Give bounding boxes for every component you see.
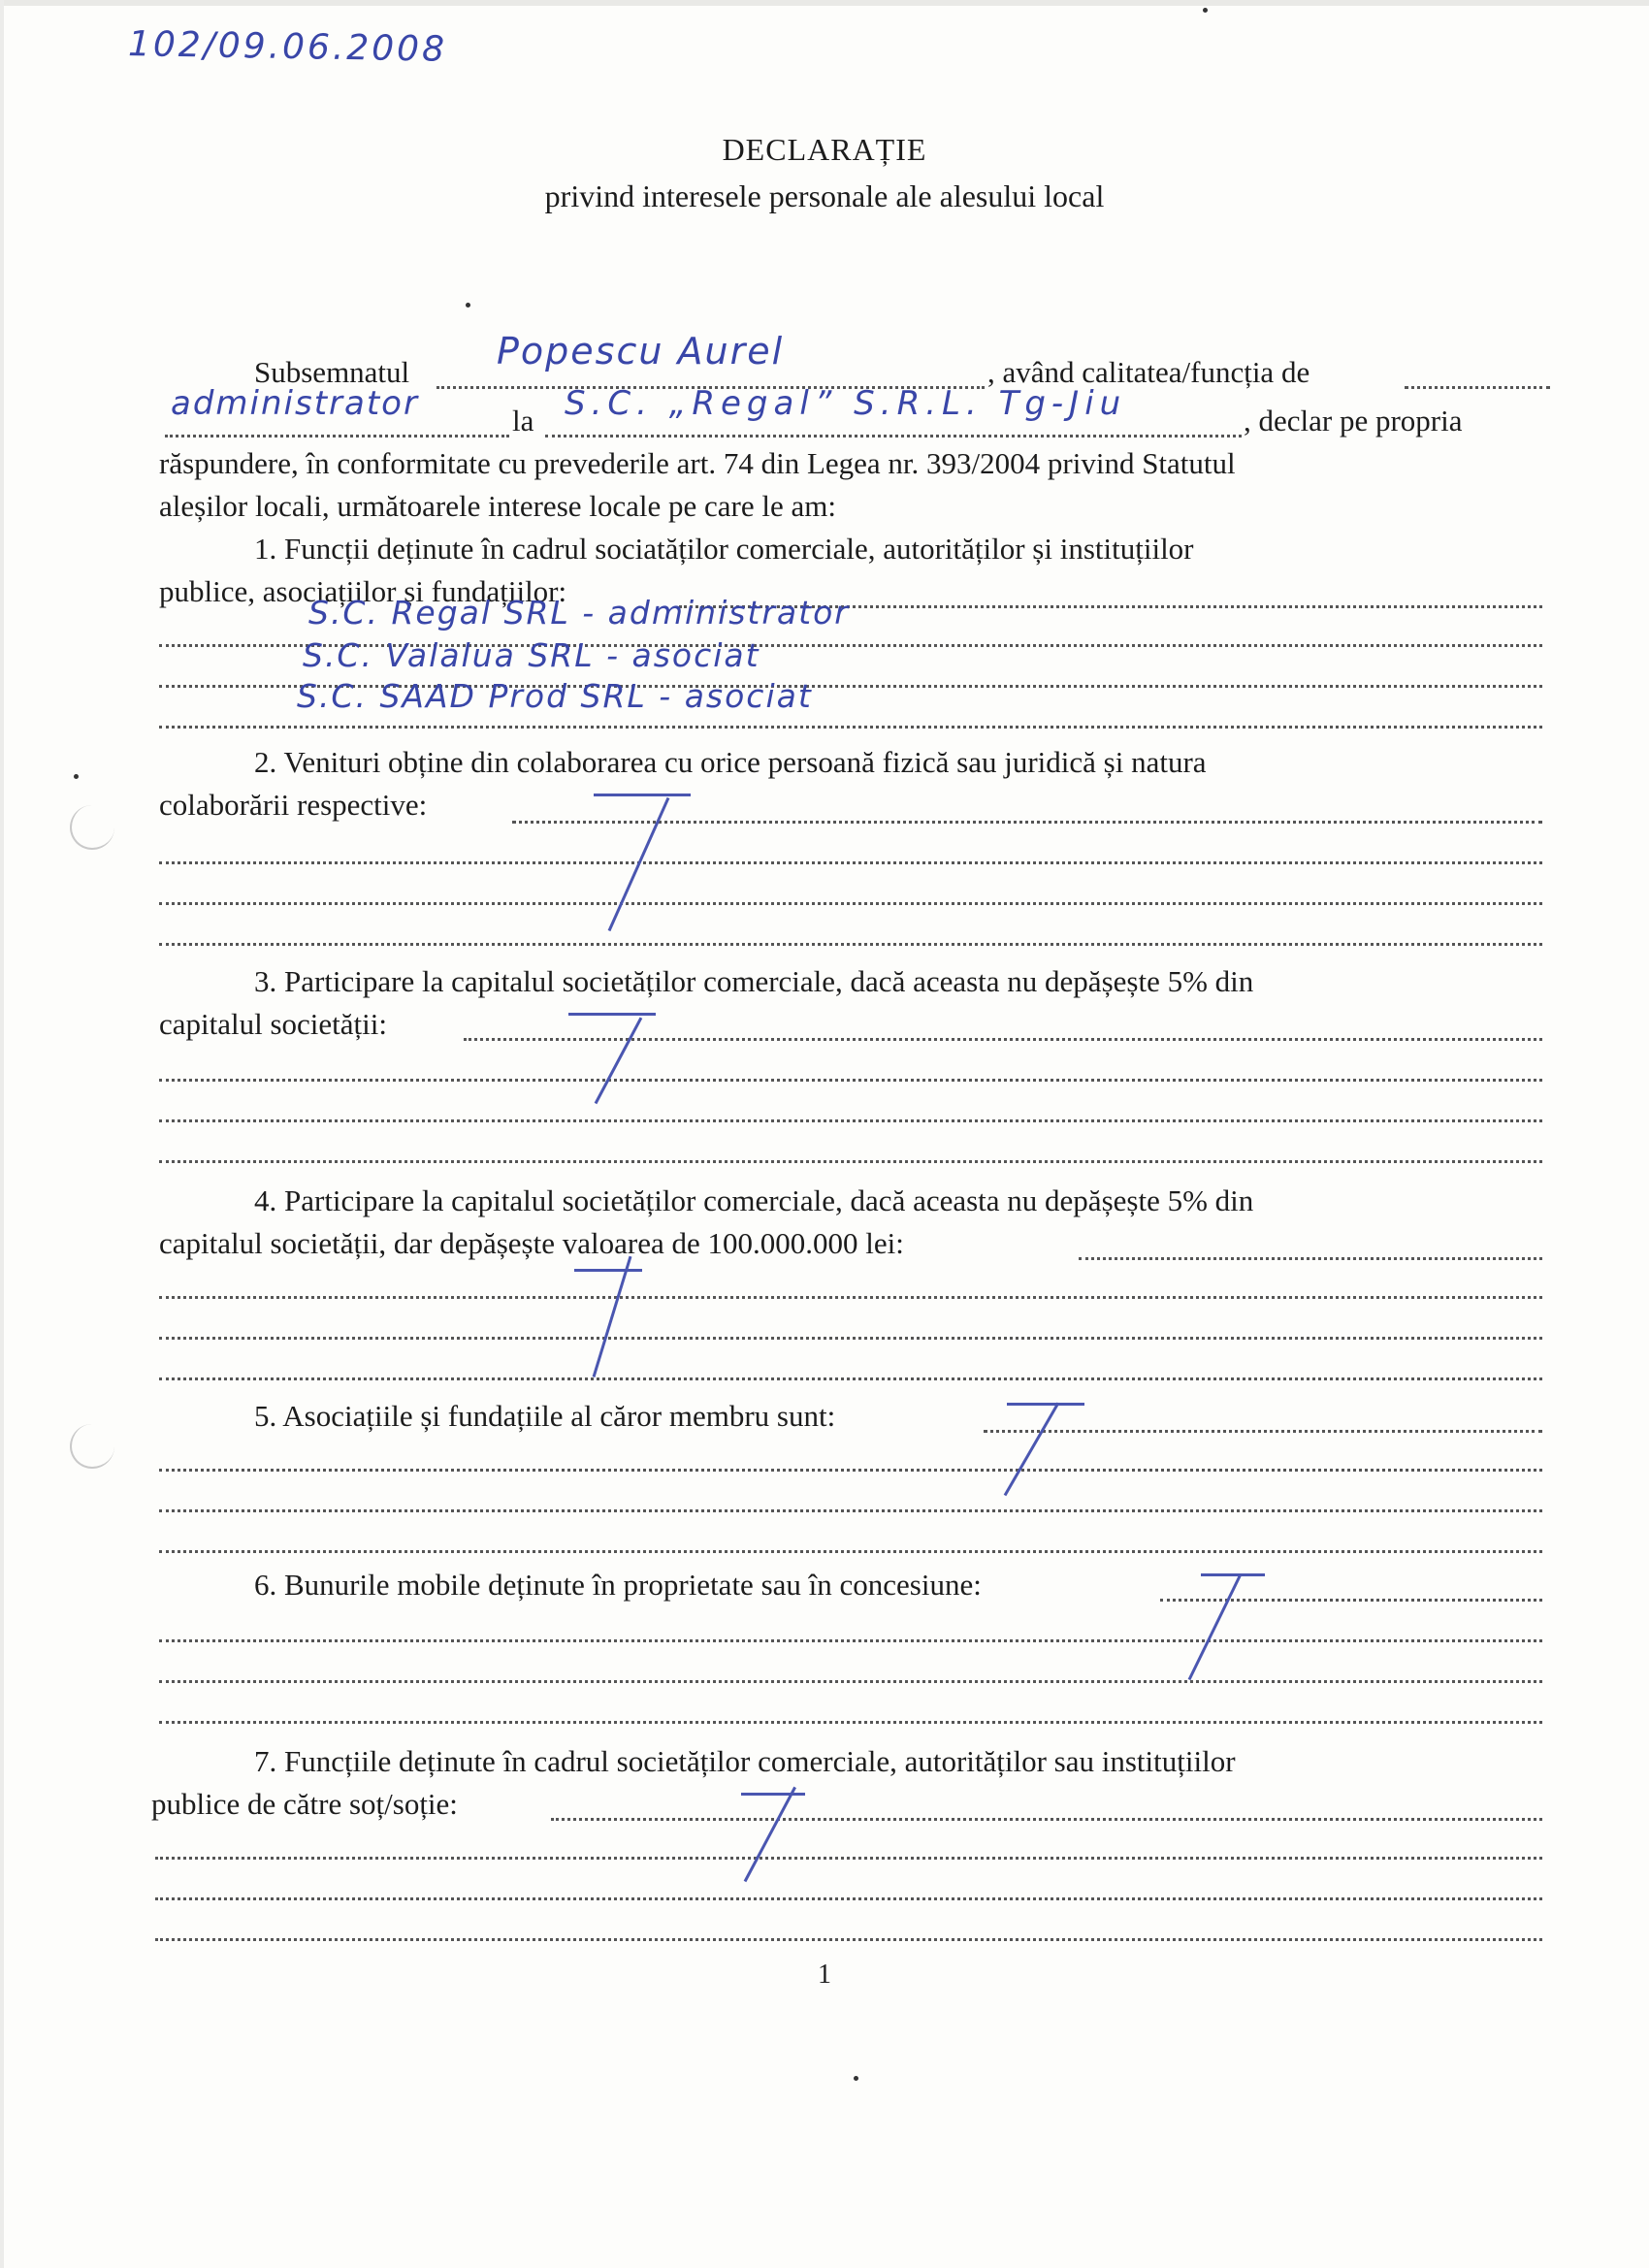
scan-speck — [466, 303, 470, 308]
section-4-dots-2 — [159, 1337, 1542, 1340]
intro-line-3: răspundere, în conformitate cu prevederile art. 74 din Legea nr. 393/2004 privind Statutul — [159, 446, 1236, 480]
declarant-company: S.C. „Regal” S.R.L. Tg-Jiu — [565, 384, 1127, 423]
section-2-dots-3 — [159, 943, 1542, 946]
scan-speck — [1203, 8, 1208, 13]
intro-subsemnatul: Subsemnatul — [254, 355, 410, 389]
registration-number: 102/09.06.2008 — [127, 24, 448, 70]
section-1-line-2: publice, asociațiilor și fundațiilor: — [159, 574, 567, 608]
section-6-dots-3 — [159, 1721, 1542, 1724]
section-3-line-1: 3. Participare la capitalul societăților comerciale, dacă aceasta nu depășește 5% din — [254, 964, 1254, 998]
section-6-dots-0 — [1160, 1599, 1542, 1602]
section-1-entry-1: S.C. Regal SRL - administrator — [308, 594, 850, 632]
declarant-name: Popescu Aurel — [497, 330, 785, 373]
section-3-dots-0 — [464, 1038, 1542, 1041]
document-title: DECLARAȚIE — [722, 132, 927, 167]
section-5-dash-mark — [1007, 1403, 1084, 1406]
section-6-line-1: 6. Bunurile mobile deținute în proprietate sau în concesiune: — [254, 1568, 982, 1602]
section-5-dots-3 — [159, 1550, 1542, 1553]
section-6-slash-mark — [1188, 1574, 1242, 1680]
section-1-line-1: 1. Funcții deținute în cadrul sociatăților comerciale, autorităților și instituțiilor — [254, 532, 1194, 566]
function-field-dots — [165, 435, 509, 437]
scan-edge-left — [0, 0, 4, 2268]
section-6-dash-mark — [1201, 1573, 1265, 1576]
section-2-dash-mark — [594, 794, 691, 796]
section-3-dash-mark — [568, 1013, 656, 1016]
section-5-line-1: 5. Asociațiile și fundațiile al căror membru sunt: — [254, 1399, 836, 1433]
company-field-dots — [545, 435, 1242, 437]
scan-edge-top — [0, 0, 1649, 6]
page-number: 1 — [818, 1960, 831, 1990]
section-1-dots-3 — [159, 726, 1542, 729]
section-4-dots-1 — [159, 1296, 1542, 1299]
section-2-dots-0 — [512, 821, 1542, 824]
section-7-dots-1 — [155, 1857, 1542, 1860]
section-1-entry-2: S.C. Valalua SRL - asociat — [303, 636, 760, 674]
section-4-dots-3 — [159, 1377, 1542, 1380]
section-7-dots-2 — [155, 1897, 1542, 1900]
section-6-dots-1 — [159, 1639, 1542, 1642]
intro-avand: , având calitatea/funcția de — [987, 355, 1310, 389]
section-3-line-2: capitalul societății: — [159, 1007, 387, 1041]
section-5-slash-mark — [1004, 1402, 1060, 1496]
scan-speck — [854, 2076, 858, 2081]
section-1-entry-3: S.C. SAAD Prod SRL - asociat — [297, 677, 813, 715]
section-2-dots-1 — [159, 861, 1542, 864]
section-4-dots-0 — [1079, 1257, 1542, 1260]
section-7-dots-3 — [155, 1938, 1542, 1941]
section-7-line-1: 7. Funcțiile deținute în cadrul societăților comerciale, autorităților sau instituțiilor — [254, 1744, 1236, 1778]
section-2-line-2: colaborării respective: — [159, 788, 428, 822]
section-5-dots-1 — [159, 1469, 1542, 1472]
section-7-line-2: publice de către soț/soție: — [151, 1787, 458, 1821]
section-3-dots-3 — [159, 1160, 1542, 1163]
intro-line-4: aleșilor locali, următoarele interese locale pe care le am: — [159, 489, 836, 523]
scan-speck — [74, 774, 79, 779]
section-7-dots-0 — [551, 1818, 1542, 1821]
section-3-slash-mark — [595, 1018, 643, 1105]
intro-la: la — [512, 404, 534, 437]
declarant-function: administrator — [171, 384, 419, 423]
section-7-dash-mark — [741, 1793, 805, 1796]
section-7-slash-mark — [744, 1787, 796, 1883]
function-dots-1 — [1405, 386, 1550, 389]
punch-hole-top — [70, 805, 114, 850]
section-2-dots-2 — [159, 902, 1542, 905]
section-4-dash-mark — [574, 1269, 642, 1272]
section-2-line-1: 2. Venituri obține din colaborarea cu orice persoană fizică sau juridică și natura — [254, 745, 1207, 779]
section-6-dots-2 — [159, 1680, 1542, 1683]
section-5-dots-0 — [984, 1430, 1542, 1433]
section-3-dots-1 — [159, 1079, 1542, 1082]
punch-hole-bottom — [70, 1424, 114, 1469]
section-3-dots-2 — [159, 1119, 1542, 1122]
section-4-line-1: 4. Participare la capitalul societăților comerciale, dacă aceasta nu depășește 5% din — [254, 1183, 1254, 1217]
section-4-line-2: capitalul societății, dar depășește valoarea de 100.000.000 lei: — [159, 1226, 904, 1260]
intro-declar: , declar pe propria — [1244, 404, 1463, 437]
section-4-slash-mark — [593, 1256, 632, 1377]
section-5-dots-2 — [159, 1509, 1542, 1512]
document-subtitle: privind interesele personale ale alesului local — [544, 178, 1105, 213]
